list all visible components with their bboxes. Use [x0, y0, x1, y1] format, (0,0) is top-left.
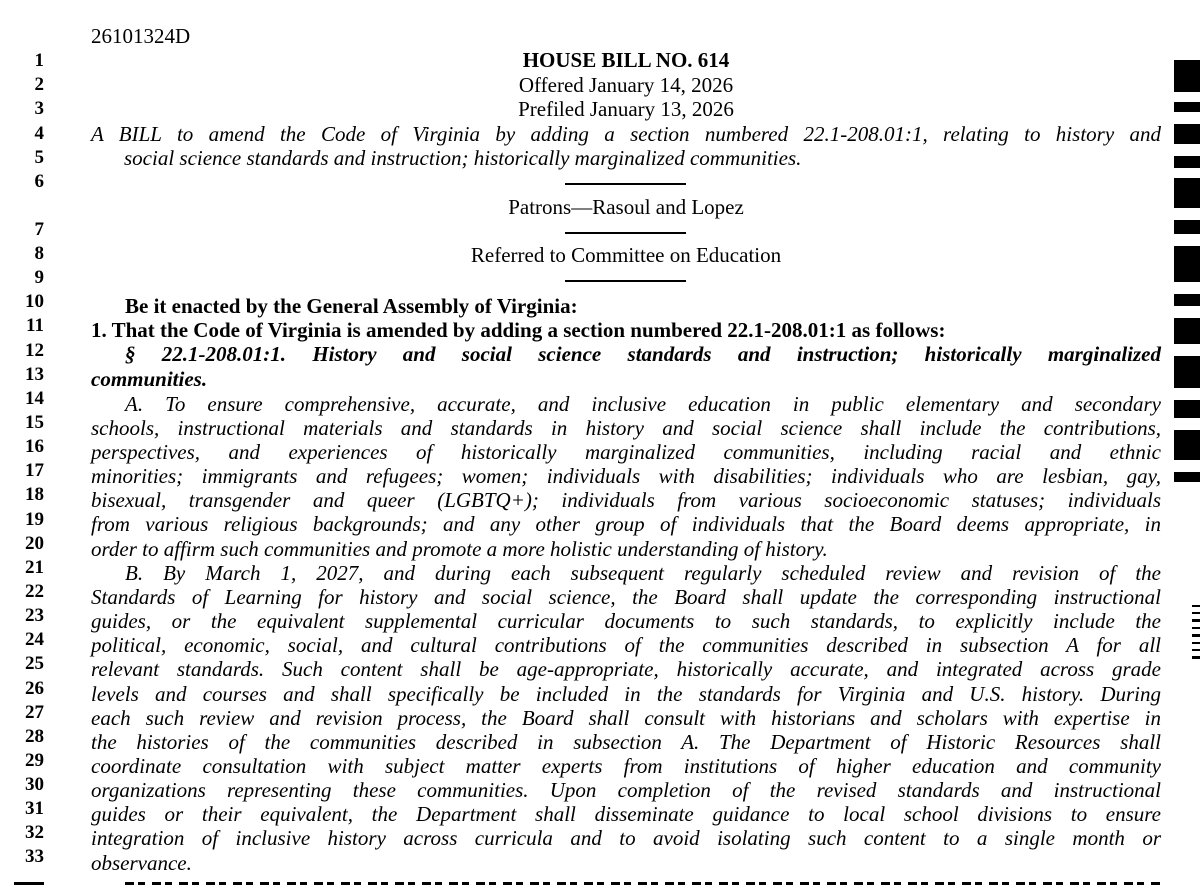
line-number: 16 [25, 436, 44, 457]
line-number: 29 [25, 750, 44, 771]
body-line: relevant standards. Such content shall be age-appropriate, historically accurate, and integrated across grade [91, 657, 1161, 681]
line-number: 27 [25, 702, 44, 723]
divider [565, 232, 686, 234]
section-heading: communities. [91, 367, 208, 391]
barcode-bar [1174, 294, 1200, 306]
divider [565, 280, 686, 282]
barcode-bar [1174, 124, 1200, 144]
barcode-bar [1192, 634, 1200, 637]
body-line: minorities; immigrants and refugees; women; individuals with disabilities; individuals who are lesbian, gay, [91, 464, 1161, 488]
barcode-bar [1192, 619, 1200, 622]
line-number: 33 [25, 846, 44, 867]
body-line: the histories of the communities described in subsection A. The Department of Historic Resources shall [91, 730, 1161, 754]
line-number: 11 [26, 315, 44, 336]
line-number: 18 [25, 484, 44, 505]
barcode-graphic [1168, 60, 1200, 820]
body-line: political, economic, social, and cultural contributions of the communities described in subsection A for all [91, 633, 1161, 657]
body-line: A. To ensure comprehensive, accurate, and inclusive education in public elementary and secondary [125, 392, 1161, 416]
body-line: bisexual, transgender and queer (LGBTQ+); individuals from various socioeconomic statuses; individuals [91, 488, 1161, 512]
bill-summary-line: social science standards and instruction; historically marginalized communities. [124, 146, 802, 170]
prefiled-date: Prefiled January 13, 2026 [518, 97, 734, 121]
line-number: 23 [25, 605, 44, 626]
line-number: 22 [25, 581, 44, 602]
line-number-fragment [14, 882, 44, 885]
line-number: 1 [34, 50, 44, 71]
line-number: 2 [34, 74, 44, 95]
enacting-clause: Be it enacted by the General Assembly of Virginia: [125, 294, 578, 318]
line-number: 13 [25, 364, 44, 385]
divider [565, 183, 686, 185]
section-intro: 1. That the Code of Virginia is amended by adding a section numbered 22.1-208.01:1 as follows: [91, 318, 946, 342]
line-number: 3 [34, 98, 44, 119]
line-number: 28 [25, 726, 44, 747]
line-number: 17 [25, 460, 44, 481]
line-number: 19 [25, 509, 44, 530]
line-number: 26 [25, 678, 44, 699]
barcode-bar [1174, 472, 1200, 482]
line-number: 24 [25, 629, 44, 650]
line-number: 4 [34, 123, 44, 144]
section-heading: § 22.1-208.01:1. History and social science standards and instruction; historically marginalized [125, 342, 1161, 366]
cut-off-line [0, 882, 1200, 889]
bill-summary-line: A BILL to amend the Code of Virginia by adding a section numbered 22.1-208.01:1, relating to history and [91, 122, 1161, 146]
line-number: 25 [25, 653, 44, 674]
body-line: order to affirm such communities and promote a more holistic understanding of history. [91, 537, 828, 561]
barcode-bar [1174, 400, 1200, 418]
line-number: 12 [25, 340, 44, 361]
barcode-bar [1174, 60, 1200, 92]
line-number: 15 [25, 412, 44, 433]
line-number: 6 [34, 171, 44, 192]
line-number: 30 [25, 774, 44, 795]
body-line: coordinate consultation with subject matter experts from institutions of higher education and community [91, 754, 1161, 778]
line-number: 8 [34, 243, 44, 264]
offered-date: Offered January 14, 2026 [518, 73, 734, 97]
bill-title: HOUSE BILL NO. 614 [522, 48, 730, 72]
body-line: schools, instructional materials and standards in history and social science shall include the contributions, [91, 416, 1161, 440]
committee-referral: Referred to Committee on Education [470, 243, 782, 267]
line-number: 5 [34, 147, 44, 168]
barcode-bar [1174, 318, 1200, 344]
barcode-bar [1174, 102, 1200, 112]
line-number: 7 [34, 219, 44, 240]
barcode-bar [1174, 246, 1200, 282]
barcode-bar [1192, 649, 1200, 651]
line-number: 32 [25, 822, 44, 843]
body-line: levels and courses and shall specifically be included in the standards for Virginia and U.S. history. During [91, 682, 1161, 706]
barcode-bar [1192, 605, 1200, 607]
barcode-bar [1174, 178, 1200, 208]
body-line: organizations representing these communities. Upon completion of the revised standards and instructional [91, 778, 1161, 802]
text-fragment [125, 882, 1161, 885]
body-line: guides, or the equivalent supplemental curricular documents to such standards, to explicitly include the [91, 609, 1161, 633]
barcode-bar [1192, 656, 1200, 659]
line-number: 31 [25, 798, 44, 819]
body-line: integration of inclusive history across curricula and to avoid isolating such content to a single month or [91, 826, 1161, 850]
barcode-bar [1174, 430, 1200, 460]
line-number: 21 [25, 557, 44, 578]
body-line: B. By March 1, 2027, and during each subsequent regularly scheduled review and revision of the [125, 561, 1161, 585]
body-line: guides or their equivalent, the Department shall disseminate guidance to local school divisions to ensure [91, 802, 1161, 826]
barcode-bar [1174, 220, 1200, 234]
barcode-bar [1174, 356, 1200, 388]
document-id: 26101324D [91, 24, 191, 48]
line-number: 10 [25, 291, 44, 312]
barcode-bar [1174, 156, 1200, 168]
line-number: 20 [25, 533, 44, 554]
body-line: observance. [91, 851, 192, 875]
body-line: each such review and revision process, the Board shall consult with historians and scholars with expertise in [91, 706, 1161, 730]
barcode-bar [1192, 627, 1200, 629]
patrons: Patrons—Rasoul and Lopez [508, 195, 744, 219]
body-line: perspectives, and experiences of historically marginalized communities, including racial and ethnic [91, 440, 1161, 464]
body-line: from various religious backgrounds; and any other group of individuals that the Board deems appropriate, in [91, 512, 1161, 536]
line-number: 9 [34, 267, 44, 288]
barcode-bar [1192, 642, 1200, 644]
line-number: 14 [25, 388, 44, 409]
body-line: Standards of Learning for history and social science, the Board shall update the corresponding instructional [91, 585, 1161, 609]
barcode-bar [1192, 612, 1200, 614]
